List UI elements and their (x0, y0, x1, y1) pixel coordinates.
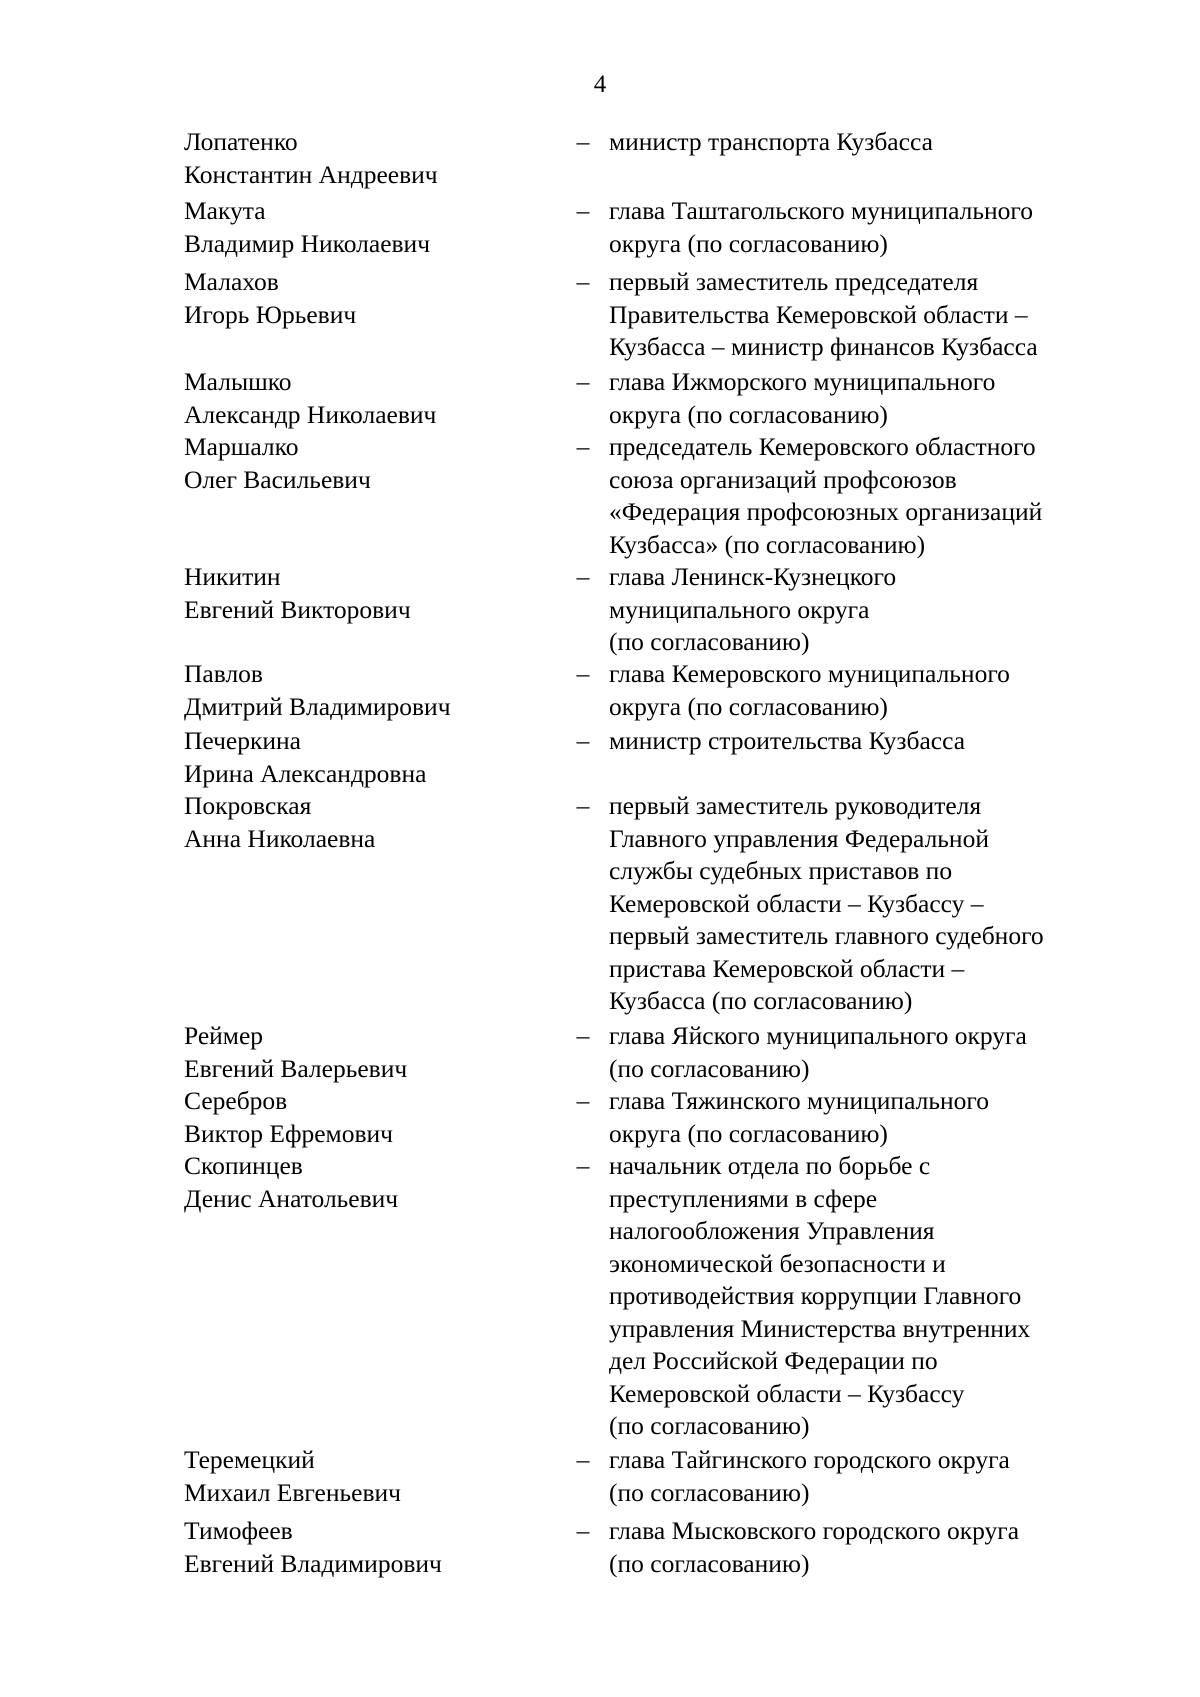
separator-dash: – (576, 791, 590, 820)
member-surname: Макута (184, 196, 266, 225)
member-surname: Никитин (184, 562, 281, 591)
position-line: (по согласованию) (609, 1053, 810, 1083)
member-name (184, 266, 544, 331)
position-line: противодействия коррупции Главного (609, 1281, 1022, 1310)
separator-dash: – (576, 1021, 590, 1050)
member-given-names: Владимир Николаевич (184, 228, 431, 258)
member-surname: Реймер (184, 1021, 264, 1050)
position-line: Кемеровской области – Кузбассу – (609, 888, 984, 918)
position-line: глава Ленинск-Кузнецкого (609, 562, 897, 591)
member-given-names: Олег Васильевич (184, 464, 371, 494)
member-surname: Печеркина (184, 726, 301, 755)
member-name (184, 126, 544, 191)
separator-dash: – (576, 367, 590, 396)
position-line: начальник отдела по борьбе с (609, 1151, 931, 1180)
position-line: Кемеровской области – Кузбассу (609, 1378, 965, 1408)
member-given-names: Дмитрий Владимирович (184, 691, 451, 721)
separator-dash: – (576, 196, 590, 225)
position-line: первый заместитель руководителя (609, 791, 982, 820)
member-position (609, 1150, 1129, 1443)
member-position (609, 431, 1129, 561)
position-line: первый заместитель председателя (609, 267, 979, 296)
member-name (184, 1020, 544, 1085)
member-given-names: Евгений Валерьевич (184, 1053, 408, 1083)
position-line: (по согласованию) (609, 1411, 810, 1440)
position-line: первый заместитель главного судебного (609, 921, 1044, 950)
position-line: муниципального округа (609, 594, 870, 624)
separator-dash: – (576, 1086, 590, 1115)
position-line: министр транспорта Кузбасса (609, 127, 933, 156)
member-position (609, 126, 1129, 159)
member-position (609, 561, 1129, 659)
member-surname: Покровская (184, 791, 312, 820)
position-line: округа (по согласованию) (609, 228, 888, 258)
member-surname: Теремецкий (184, 1445, 315, 1474)
member-position (609, 266, 1129, 364)
position-line: управления Министерства внутренних (609, 1313, 1031, 1343)
member-name (184, 1150, 544, 1215)
member-surname: Малахов (184, 267, 279, 296)
position-line: Кузбасса – министр финансов Кузбасса (609, 332, 1038, 361)
position-line: дел Российской Федерации по (609, 1346, 938, 1375)
member-name (184, 431, 544, 496)
member-given-names: Анна Николаевна (184, 823, 376, 853)
member-given-names: Денис Анатольевич (184, 1183, 399, 1213)
member-position (609, 790, 1129, 1018)
position-line: министр строительства Кузбасса (609, 726, 966, 755)
position-line: (по согласованию) (609, 627, 810, 656)
position-line: союза организаций профсоюзов (609, 464, 957, 494)
separator-dash: – (576, 432, 590, 461)
member-position (609, 1020, 1129, 1085)
position-line: налогообложения Управления (609, 1216, 935, 1245)
position-line: Главного управления Федеральной (609, 823, 989, 853)
separator-dash: – (576, 267, 590, 296)
member-position (609, 1085, 1129, 1150)
position-line: глава Мысковского городского округа (609, 1516, 1020, 1545)
member-position (609, 658, 1129, 723)
position-line: председатель Кемеровского областного (609, 432, 1036, 461)
position-line: пристава Кемеровской области – (609, 953, 965, 983)
member-position (609, 366, 1129, 431)
member-given-names: Виктор Ефремович (184, 1118, 393, 1148)
member-surname: Скопинцев (184, 1151, 303, 1180)
position-line: округа (по согласованию) (609, 691, 888, 721)
position-line: округа (по согласованию) (609, 1118, 888, 1148)
member-name (184, 366, 544, 431)
position-line: преступлениями в сфере (609, 1183, 878, 1213)
member-name (184, 1444, 544, 1509)
position-line: экономической безопасности и (609, 1248, 946, 1278)
member-surname: Серебров (184, 1086, 288, 1115)
member-position (609, 195, 1129, 260)
position-line: (по согласованию) (609, 1477, 810, 1507)
separator-dash: – (576, 562, 590, 591)
separator-dash: – (576, 726, 590, 755)
member-position (609, 725, 1129, 758)
position-line: округа (по согласованию) (609, 399, 888, 429)
member-given-names: Константин Андреевич (184, 159, 438, 189)
separator-dash: – (576, 1445, 590, 1474)
position-line: Кузбасса (по согласованию) (609, 986, 913, 1015)
member-name (184, 1515, 544, 1580)
member-name (184, 1085, 544, 1150)
member-name (184, 195, 544, 260)
member-name (184, 561, 544, 626)
member-name (184, 725, 544, 790)
separator-dash: – (576, 659, 590, 688)
member-name (184, 658, 544, 723)
member-given-names: Михаил Евгеньевич (184, 1477, 401, 1507)
position-line: Кузбасса» (по согласованию) (609, 529, 926, 559)
position-line: (по согласованию) (609, 1548, 810, 1578)
member-given-names: Игорь Юрьевич (184, 299, 357, 329)
member-given-names: Ирина Александровна (184, 758, 427, 788)
separator-dash: – (576, 1151, 590, 1180)
position-line: глава Яйского муниципального округа (609, 1021, 1027, 1050)
member-given-names: Евгений Владимирович (184, 1548, 442, 1578)
member-surname: Павлов (184, 659, 263, 688)
position-line: «Федерация профсоюзных организаций (609, 497, 1043, 526)
member-surname: Маршалко (184, 432, 299, 461)
page-number: 4 (593, 71, 607, 98)
position-line: глава Кемеровского муниципального (609, 659, 1010, 688)
member-given-names: Александр Николаевич (184, 399, 437, 429)
member-position (609, 1444, 1129, 1509)
position-line: глава Таштагольского муниципального (609, 196, 1033, 225)
member-surname: Тимофеев (184, 1516, 293, 1545)
member-given-names: Евгений Викторович (184, 594, 411, 624)
position-line: глава Тайгинского городского округа (609, 1445, 1010, 1474)
separator-dash: – (576, 1516, 590, 1545)
member-position (609, 1515, 1129, 1580)
position-line: службы судебных приставов по (609, 856, 953, 885)
position-line: глава Тяжинского муниципального (609, 1086, 989, 1115)
separator-dash: – (576, 127, 590, 156)
member-name (184, 790, 544, 855)
position-line: Правительства Кемеровской области – (609, 299, 1028, 329)
member-surname: Лопатенко (184, 127, 298, 156)
position-line: глава Ижморского муниципального (609, 367, 996, 396)
member-surname: Малышко (184, 367, 292, 396)
